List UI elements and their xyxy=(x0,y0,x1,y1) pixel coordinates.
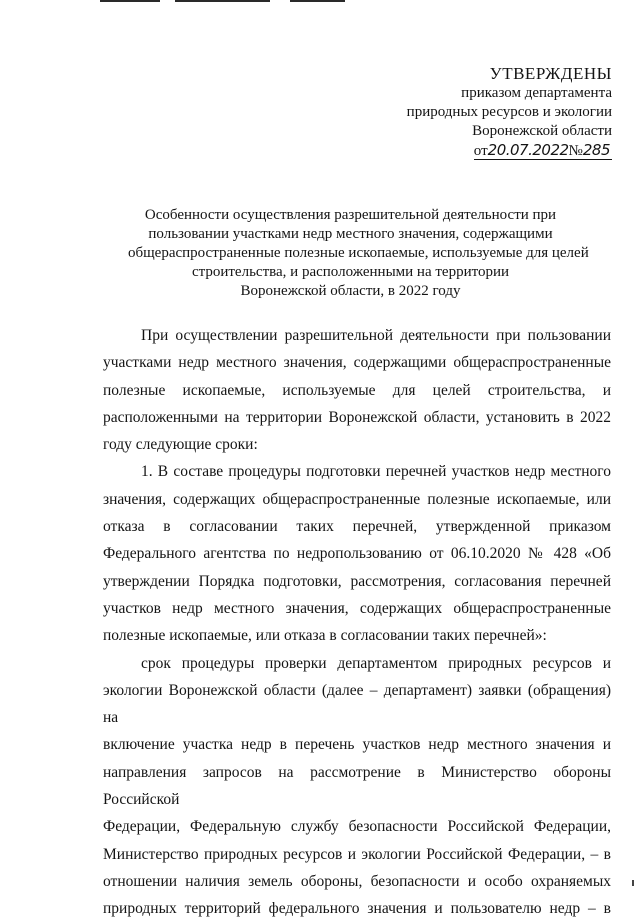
body-line: утверждении Порядка подготовки, рассмотрения, согласования перечней xyxy=(103,572,611,590)
title-line: Воронежской области, в 2022 году xyxy=(240,283,461,299)
date-prefix: от xyxy=(473,143,488,159)
body-line: Федерации, Федеральную службу безопасности Российской Федерации, xyxy=(103,818,611,836)
approval-block xyxy=(380,64,612,161)
date-underline xyxy=(474,159,612,160)
scan-artifact xyxy=(290,0,345,2)
title-line: Особенности осуществления разрешительной деятельности при xyxy=(144,207,557,223)
title-line: общераспространенные полезные ископаемые, используемые для целей xyxy=(128,245,589,261)
intro-paragraph xyxy=(103,322,611,458)
body-line: году следующие сроки: xyxy=(103,436,258,454)
scan-artifact xyxy=(175,0,270,2)
approval-date-number xyxy=(474,141,612,161)
scan-artifact xyxy=(632,880,634,886)
approval-line-1: приказом департамента xyxy=(461,85,612,101)
handwritten-date: 20.07.2022 xyxy=(487,141,569,159)
body-line: участками недр местного значения, содержащими общераспространенные xyxy=(103,354,611,372)
body-line: направления запросов на рассмотрение в Министерство обороны Российской xyxy=(103,763,611,809)
body-line: экологии Воронежской области (далее – департамент) заявки (обращения) на xyxy=(103,681,611,727)
approval-heading: УТВЕРЖДЕНЫ xyxy=(489,64,612,83)
body-line: отношении наличия земель обороны, безопасности и особо охраняемых xyxy=(103,872,611,890)
body-line: При осуществлении разрешительной деятельности при пользовании xyxy=(141,327,611,344)
approval-line-3: Воронежской области xyxy=(472,123,612,139)
body-line: значения, содержащих общераспространенные полезные ископаемые, или xyxy=(103,490,611,508)
body-line: расположенными на территории Воронежской области, установить в 2022 xyxy=(103,408,611,426)
document-title xyxy=(128,206,589,301)
body-line: отказа в согласовании таких перечней, утвержденной приказом xyxy=(103,518,611,536)
body-line: природных территорий федерального значения и пользователю недр – в xyxy=(103,900,611,918)
item-1-paragraph xyxy=(103,458,611,649)
body-line: Министерство природных ресурсов и экологии Российской Федерации, – в xyxy=(103,845,611,863)
title-line: строительства, и расположенными на территории xyxy=(191,264,510,280)
body-line: Федерального агентства по недропользованию от 06.10.2020 № 428 «Об xyxy=(103,545,611,563)
approval-line-2: природных ресурсов и экологии xyxy=(406,104,612,120)
body-line: включение участка недр в перечень участков недр местного значения и xyxy=(103,736,611,754)
body-line: полезные ископаемые, или отказа в согласовании таких перечней»: xyxy=(103,627,547,645)
body-line: срок процедуры проверки департаментом природных ресурсов и xyxy=(141,654,611,672)
handwritten-number: 285 xyxy=(582,141,610,159)
scan-artifact xyxy=(100,0,160,2)
number-prefix: № xyxy=(568,143,583,159)
title-line: пользовании участками недр местного значения, содержащими xyxy=(148,226,553,242)
document-body xyxy=(103,322,611,923)
body-line: полезные ископаемые, используемые для целей строительства, и xyxy=(103,381,611,399)
body-line: участков недр местного значения, содержащих общераспространенные xyxy=(103,599,611,617)
term-paragraph xyxy=(103,650,611,923)
body-line: 1. В составе процедуры подготовки перечней участков недр местного xyxy=(141,463,611,481)
